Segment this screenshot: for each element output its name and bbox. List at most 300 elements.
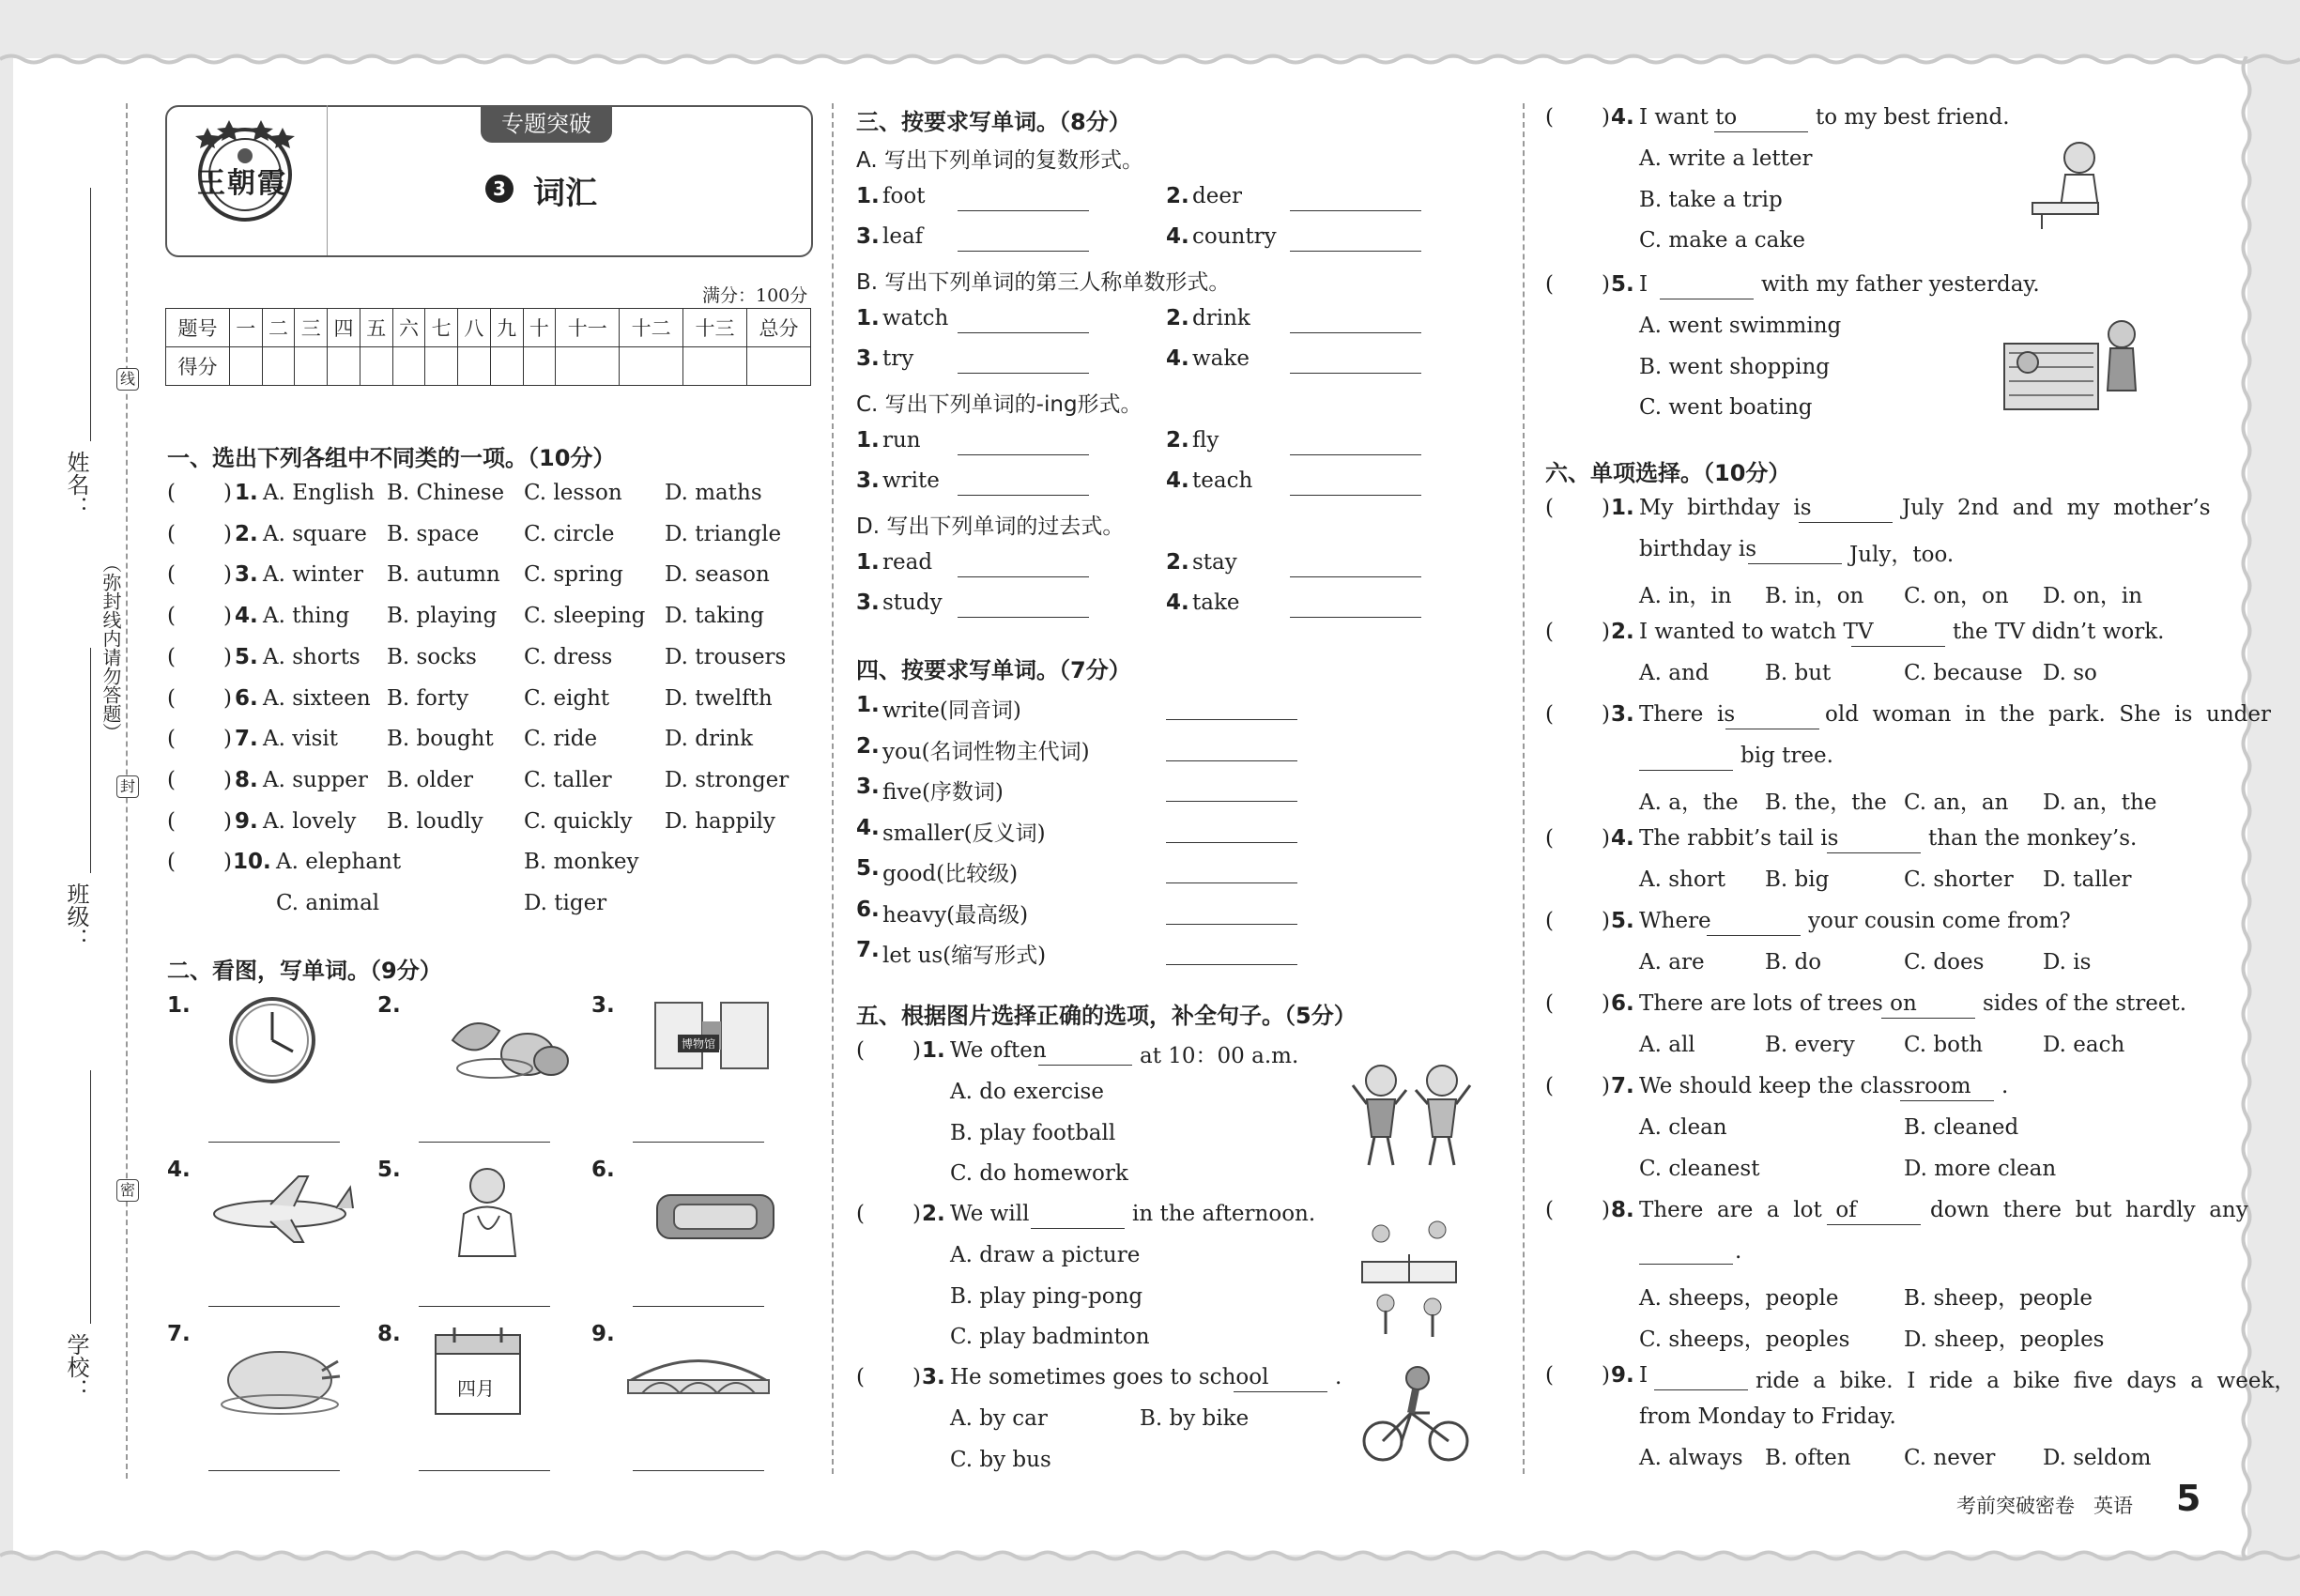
question-text: .	[2001, 1074, 2009, 1098]
question-number: 5.	[1611, 909, 1634, 933]
picture-answer-line[interactable]	[633, 1306, 764, 1307]
word-answer-line[interactable]	[1290, 495, 1421, 496]
item-number: 7.	[856, 938, 880, 962]
answer-paren[interactable]: (	[167, 562, 176, 588]
answer-paren-close: )	[223, 521, 232, 546]
question-text: in the afternoon.	[1132, 1202, 1316, 1226]
item-word: good(比较级)	[882, 862, 1019, 886]
sentence-blank[interactable]	[1639, 770, 1733, 771]
answer-paren[interactable]: (	[1545, 620, 1554, 644]
question-text: your cousin come from?	[1808, 909, 2071, 933]
item-number: 2.	[856, 733, 880, 759]
item-word: stay	[1192, 550, 1237, 575]
seal-note: （弥封线内请勿答题）	[100, 554, 122, 742]
picture-number: 1.	[167, 993, 191, 1018]
sentence-blank[interactable]	[1799, 522, 1893, 523]
question-text: big tree.	[1740, 744, 1833, 768]
answer-paren[interactable]: (	[167, 850, 176, 874]
picture-1-image	[225, 993, 319, 1091]
answer-paren-close: )	[223, 481, 232, 505]
score-input-cell[interactable]	[746, 347, 810, 386]
word-answer-line[interactable]	[958, 373, 1089, 374]
option-d: D. stronger	[665, 767, 790, 792]
question-number: 1.	[235, 481, 258, 505]
word-answer-line[interactable]	[1290, 617, 1421, 618]
section-4-title: 四、按要求写单词。（7分）	[856, 657, 1131, 683]
score-input-cell[interactable]	[392, 347, 425, 386]
score-input-cell[interactable]	[458, 347, 491, 386]
picture-4-image	[205, 1167, 355, 1255]
section-2-title: 二、看图，写单词。（9分）	[167, 958, 442, 984]
word-answer-line[interactable]	[958, 617, 1089, 618]
option: D. an，the	[2043, 790, 2157, 815]
option: D. is	[2043, 950, 2092, 974]
question-number: 4.	[235, 604, 258, 629]
score-input-cell[interactable]	[295, 347, 328, 386]
picture-answer-line[interactable]	[208, 1306, 340, 1307]
answer-paren[interactable]: (	[1545, 702, 1554, 727]
answer-paren[interactable]: (	[1545, 1363, 1554, 1388]
word-answer-line[interactable]	[958, 332, 1089, 333]
score-header-cell: 十三	[683, 309, 747, 347]
score-input-cell[interactable]	[523, 347, 556, 386]
sentence-blank[interactable]	[1827, 1224, 1921, 1225]
option: A. sheeps，people	[1639, 1286, 1839, 1311]
question-text: I	[1639, 272, 1648, 297]
answer-paren[interactable]: (	[856, 1202, 865, 1226]
score-input-cell[interactable]	[683, 347, 747, 386]
item-word: smaller(反义词)	[882, 821, 1046, 846]
mark-close: 密	[116, 1179, 139, 1202]
q4-illustration	[2028, 137, 2122, 235]
score-header-row	[166, 309, 811, 347]
question-text: He sometimes goes to school	[950, 1365, 1269, 1389]
option-c: C. ride	[524, 727, 598, 752]
answer-paren[interactable]: (	[167, 521, 176, 546]
sentence-blank[interactable]	[1038, 1065, 1132, 1066]
item-number: 3.	[856, 468, 880, 493]
option: B. play football	[950, 1120, 1116, 1145]
question-number: 7.	[235, 727, 258, 752]
option-d: D. drink	[665, 727, 754, 752]
option-b: B. forty	[387, 685, 469, 711]
word-answer-line[interactable]	[1290, 251, 1421, 252]
item-number: 3.	[856, 591, 880, 615]
answer-paren[interactable]: (	[167, 481, 176, 505]
question-number: 9.	[235, 808, 258, 834]
item-number: 5.	[856, 856, 880, 881]
option-c: C. eight	[524, 685, 610, 711]
topic-title: 词汇	[533, 175, 597, 212]
option: B. but	[1765, 661, 1832, 685]
option: C. by bus	[950, 1448, 1051, 1472]
question-text: I wanted to watch TV	[1639, 620, 1874, 644]
word-answer-line[interactable]	[1290, 373, 1421, 374]
picture-number: 3.	[591, 993, 615, 1018]
item-number: 1.	[856, 428, 880, 453]
answer-paren-close: )	[223, 727, 232, 752]
item-word: try	[882, 346, 914, 371]
question-text: .	[1735, 1239, 1742, 1264]
question-text: My birthday is	[1639, 496, 1812, 520]
option: C. because	[1904, 661, 2023, 685]
answer-paren-close: )	[912, 1365, 921, 1389]
word-answer-line[interactable]	[1290, 576, 1421, 577]
score-input-cell[interactable]	[229, 347, 262, 386]
name-underline	[90, 188, 91, 441]
option-b: B. autumn	[387, 562, 500, 588]
word-answer-line[interactable]	[1166, 719, 1297, 720]
option-a: A. thing	[263, 604, 350, 629]
sentence-blank[interactable]	[1654, 1389, 1748, 1390]
answer-paren[interactable]: (	[1545, 826, 1554, 851]
answer-paren-close: )	[1602, 272, 1610, 297]
picture-answer-line[interactable]	[208, 1470, 340, 1471]
q2-illustration	[1357, 1217, 1461, 1343]
score-header-cell: 一	[229, 309, 262, 347]
name-label: 姓名：	[63, 451, 89, 518]
word-answer-line[interactable]	[1166, 760, 1297, 761]
word-answer-line[interactable]	[1166, 801, 1297, 802]
score-header-cell: 题号	[166, 309, 230, 347]
question-number: 3.	[235, 562, 258, 588]
sentence-blank[interactable]	[1714, 131, 1808, 132]
word-answer-line[interactable]	[1166, 924, 1297, 925]
option: B. often	[1765, 1446, 1851, 1470]
option-c: C. circle	[524, 521, 615, 546]
item-word: read	[882, 550, 933, 575]
picture-answer-line[interactable]	[419, 1470, 550, 1471]
mark-seal: 封	[116, 775, 139, 798]
score-input-cell[interactable]	[490, 347, 523, 386]
option-b: B. loudly	[387, 808, 483, 834]
option-b: B. socks	[387, 644, 477, 669]
answer-paren-close: )	[1602, 1198, 1610, 1222]
option-c: C. taller	[524, 767, 612, 792]
item-number: 1.	[856, 184, 880, 208]
option: A. do exercise	[950, 1080, 1104, 1104]
score-input-cell[interactable]	[556, 347, 620, 386]
option: A. write a letter	[1639, 146, 1813, 171]
question-text: ride a bike. I ride a bike five days a week，	[1756, 1369, 2296, 1393]
answer-paren-close: )	[223, 767, 232, 792]
option: D. taller	[2043, 867, 2132, 892]
question-text: July 2nd and my mother’s	[1902, 496, 2211, 520]
score-input-cell[interactable]	[262, 347, 295, 386]
question-number: 2.	[235, 521, 258, 546]
word-answer-line[interactable]	[1290, 332, 1421, 333]
answer-paren[interactable]: (	[1545, 1198, 1554, 1222]
option: D. so	[2043, 661, 2097, 685]
item-number: 3.	[856, 346, 880, 371]
answer-paren[interactable]: (	[1545, 1074, 1554, 1098]
picture-number: 7.	[167, 1322, 191, 1346]
question-text: birthday is	[1639, 537, 1757, 561]
score-header-cell: 十二	[620, 309, 683, 347]
item-word: deer	[1192, 184, 1242, 208]
option: C. does	[1904, 950, 1985, 974]
answer-paren-close: )	[1602, 1363, 1610, 1388]
option: A. are	[1639, 950, 1705, 974]
topic-number: 3	[493, 177, 506, 200]
item-number: 1.	[856, 693, 880, 717]
option-a: A. shorts	[263, 644, 360, 669]
footer-text: 考前突破密卷 英语	[1956, 1495, 2134, 1517]
picture-number: 4.	[167, 1158, 191, 1182]
sign-text: 博物馆	[678, 1035, 719, 1052]
picture-9-image	[623, 1344, 774, 1404]
option-a: A. English	[263, 481, 375, 505]
option-a: A. sixteen	[263, 685, 371, 711]
word-answer-line[interactable]	[958, 454, 1089, 455]
word-answer-line[interactable]	[958, 251, 1089, 252]
item-word: take	[1192, 591, 1240, 615]
option: B. big	[1765, 867, 1830, 892]
answer-paren[interactable]: (	[1545, 105, 1554, 130]
option-d: D. happily	[665, 808, 775, 834]
score-header-cell: 七	[425, 309, 458, 347]
option: A. short	[1639, 867, 1725, 892]
item-number: 2.	[1166, 550, 1189, 575]
calendar-text: 四月	[457, 1377, 495, 1400]
option: B. by bike	[1140, 1406, 1250, 1431]
option-a: A. visit	[263, 727, 338, 752]
picture-8-image	[426, 1324, 529, 1421]
score-input-cell[interactable]	[425, 347, 458, 386]
option: C. an，an	[1904, 790, 2009, 815]
answer-paren[interactable]: (	[167, 727, 176, 752]
option-a: A. supper	[263, 767, 368, 792]
question-number: 8.	[1611, 1198, 1634, 1222]
question-text: We should keep the classroom	[1639, 1074, 1971, 1098]
section-6-title: 六、单项选择。（10分）	[1545, 460, 1791, 486]
answer-paren-close: )	[1602, 496, 1610, 520]
option: B. the，the	[1765, 790, 1887, 815]
sentence-blank[interactable]	[1639, 1264, 1733, 1265]
column-divider-1	[832, 103, 834, 1474]
option: C. on，on	[1904, 584, 2009, 608]
word-answer-line[interactable]	[1166, 882, 1297, 883]
option-a: A. square	[263, 521, 367, 546]
section-3-title: 三、按要求写单词。（8分）	[856, 109, 1131, 135]
item-word: write(同音词)	[882, 698, 1021, 723]
option-b: B. bought	[387, 727, 494, 752]
score-header-cell: 六	[392, 309, 425, 347]
item-number: 4.	[1166, 346, 1189, 371]
option: A. went swimming	[1639, 314, 1842, 338]
word-answer-line[interactable]	[1166, 842, 1297, 843]
item-word: wake	[1192, 346, 1250, 371]
wavy-border-right	[2240, 56, 2253, 1558]
question-number: 3.	[922, 1365, 945, 1389]
answer-paren[interactable]: (	[167, 685, 176, 711]
option: C. sheeps，peoples	[1639, 1327, 1850, 1352]
badge-label: 专题突破	[501, 111, 591, 137]
option: D. each	[2043, 1033, 2125, 1057]
answer-paren[interactable]: (	[1545, 991, 1554, 1016]
question-text: with my father yesterday.	[1761, 272, 2040, 297]
answer-paren-close: )	[912, 1038, 921, 1063]
question-text: We often	[950, 1038, 1047, 1063]
question-number: 3.	[1611, 702, 1634, 727]
option: A. always	[1639, 1446, 1743, 1470]
question-text: at 10：00 a.m.	[1140, 1044, 1299, 1068]
subsection-d-title: D. 写出下列单词的过去式。	[856, 514, 1125, 539]
picture-number: 2.	[377, 993, 401, 1018]
question-number: 5.	[235, 644, 258, 669]
sentence-blank[interactable]	[1031, 1228, 1125, 1229]
option: B. every	[1765, 1033, 1855, 1057]
word-answer-line[interactable]	[1290, 210, 1421, 211]
answer-paren[interactable]: (	[856, 1038, 865, 1063]
option: A. in，in	[1639, 584, 1732, 608]
answer-paren-close: )	[223, 562, 232, 588]
option-a: A. lovely	[263, 808, 357, 834]
picture-number: 8.	[377, 1322, 401, 1346]
question-text: .	[1335, 1365, 1342, 1389]
picture-answer-line[interactable]	[633, 1142, 764, 1143]
picture-6-image	[650, 1184, 781, 1253]
item-number: 2.	[1166, 306, 1189, 330]
answer-paren[interactable]: (	[856, 1365, 865, 1389]
subsection-a-title: A. 写出下列单词的复数形式。	[856, 148, 1143, 173]
answer-paren[interactable]: (	[1545, 909, 1554, 933]
answer-paren-close: )	[1602, 1074, 1610, 1098]
word-answer-line[interactable]	[958, 576, 1089, 577]
option: B. sheep，people	[1904, 1286, 2093, 1311]
answer-paren-close: )	[1602, 826, 1610, 851]
answer-paren[interactable]: (	[167, 808, 176, 834]
option: A. by car	[950, 1406, 1048, 1431]
score-table	[165, 308, 811, 386]
option-d: D. season	[665, 562, 770, 588]
picture-7-image	[214, 1333, 345, 1421]
option: B. take a trip	[1639, 187, 1783, 212]
q5-illustration	[2000, 315, 2150, 422]
sentence-blank[interactable]	[1707, 935, 1801, 936]
option: A. clean	[1639, 1115, 1727, 1140]
question-text: The rabbit’s tail is	[1639, 826, 1839, 851]
word-answer-line[interactable]	[958, 495, 1089, 496]
picture-answer-line[interactable]	[208, 1142, 340, 1143]
question-number: 1.	[1611, 496, 1634, 520]
question-number: 4.	[1611, 826, 1634, 851]
answer-paren-close: )	[1602, 991, 1610, 1016]
question-text: There is	[1639, 702, 1736, 727]
answer-paren[interactable]: (	[1545, 496, 1554, 520]
score-header-cell: 九	[490, 309, 523, 347]
answer-paren-close: )	[1602, 909, 1610, 933]
item-word: watch	[882, 306, 949, 330]
question-text: down there but hardly any	[1930, 1198, 2248, 1222]
sentence-blank[interactable]	[1234, 1391, 1327, 1392]
option: C. shorter	[1904, 867, 2014, 892]
answer-paren[interactable]: (	[167, 604, 176, 629]
option: B. went shopping	[1639, 354, 1830, 379]
option: A. draw a picture	[950, 1243, 1141, 1267]
class-label: 班级：	[63, 882, 89, 950]
item-number: 4.	[1166, 224, 1189, 249]
badge-tab	[481, 105, 612, 143]
score-input-cell[interactable]	[360, 347, 392, 386]
picture-number: 5.	[377, 1158, 401, 1182]
option: D. sheep，peoples	[1904, 1327, 2105, 1352]
item-word: write	[882, 468, 940, 493]
score-header-cell: 四	[328, 309, 360, 347]
question-text: I want to	[1639, 105, 1738, 130]
score-input-cell[interactable]	[328, 347, 360, 386]
answer-paren[interactable]: (	[167, 644, 176, 669]
option: D. more clean	[1904, 1156, 2057, 1181]
item-word: foot	[882, 184, 926, 208]
q3-illustration	[1359, 1361, 1472, 1468]
question-number: 2.	[922, 1202, 945, 1226]
question-number: 6.	[1611, 991, 1634, 1016]
score-row-label: 得分	[166, 347, 230, 386]
option: A. all	[1639, 1033, 1695, 1057]
score-header-cell: 八	[458, 309, 491, 347]
question-number: 5.	[1611, 272, 1634, 297]
picture-answer-line[interactable]	[419, 1142, 550, 1143]
q1-illustration	[1348, 1057, 1480, 1174]
item-word: drink	[1192, 306, 1250, 330]
topic-number-badge	[485, 175, 514, 203]
answer-paren-close: )	[223, 685, 232, 711]
answer-paren[interactable]: (	[1545, 272, 1554, 297]
option: C. went boating	[1639, 395, 1813, 421]
word-answer-line[interactable]	[958, 210, 1089, 211]
sentence-blank[interactable]	[1900, 1100, 1994, 1101]
question-text: July，too.	[1849, 543, 1955, 567]
item-number: 2.	[1166, 428, 1189, 453]
answer-paren-close: )	[223, 604, 232, 629]
option-c: C. spring	[524, 562, 623, 588]
option-c: C. sleeping	[524, 604, 646, 629]
option-a: A. elephant	[276, 850, 402, 874]
question-number: 2.	[1611, 620, 1634, 644]
question-number: 7.	[1611, 1074, 1634, 1098]
item-word: heavy(最高级)	[882, 902, 1029, 928]
item-word: you(名词性物主代词)	[882, 739, 1090, 764]
picture-5-image	[445, 1158, 529, 1265]
sentence-blank[interactable]	[1851, 646, 1945, 647]
word-answer-line[interactable]	[1290, 454, 1421, 455]
sentence-blank[interactable]	[1827, 852, 1921, 853]
option-d: D. twelfth	[665, 685, 773, 711]
option-c: C. quickly	[524, 808, 633, 834]
option-d: D. tiger	[524, 891, 607, 915]
word-answer-line[interactable]	[1166, 964, 1297, 965]
option: B. in，on	[1765, 584, 1864, 608]
picture-answer-line[interactable]	[633, 1470, 764, 1471]
picture-answer-line[interactable]	[419, 1306, 550, 1307]
score-header-cell: 二	[262, 309, 295, 347]
score-input-cell[interactable]	[620, 347, 683, 386]
answer-paren-close: )	[223, 808, 232, 834]
picture-number: 6.	[591, 1158, 615, 1182]
question-number: 6.	[235, 685, 258, 711]
picture-2-image	[443, 1012, 575, 1091]
question-text: from Monday to Friday.	[1639, 1404, 1896, 1429]
sentence-blank[interactable]	[1748, 563, 1842, 564]
answer-paren[interactable]: (	[167, 767, 176, 792]
answer-paren-close: )	[912, 1202, 921, 1226]
subsection-c-title: C. 写出下列单词的-ing形式。	[856, 392, 1142, 417]
sentence-blank[interactable]	[1881, 1018, 1975, 1019]
option: B. do	[1765, 950, 1822, 974]
score-header-cell: 五	[360, 309, 392, 347]
item-number: 6.	[856, 897, 880, 922]
